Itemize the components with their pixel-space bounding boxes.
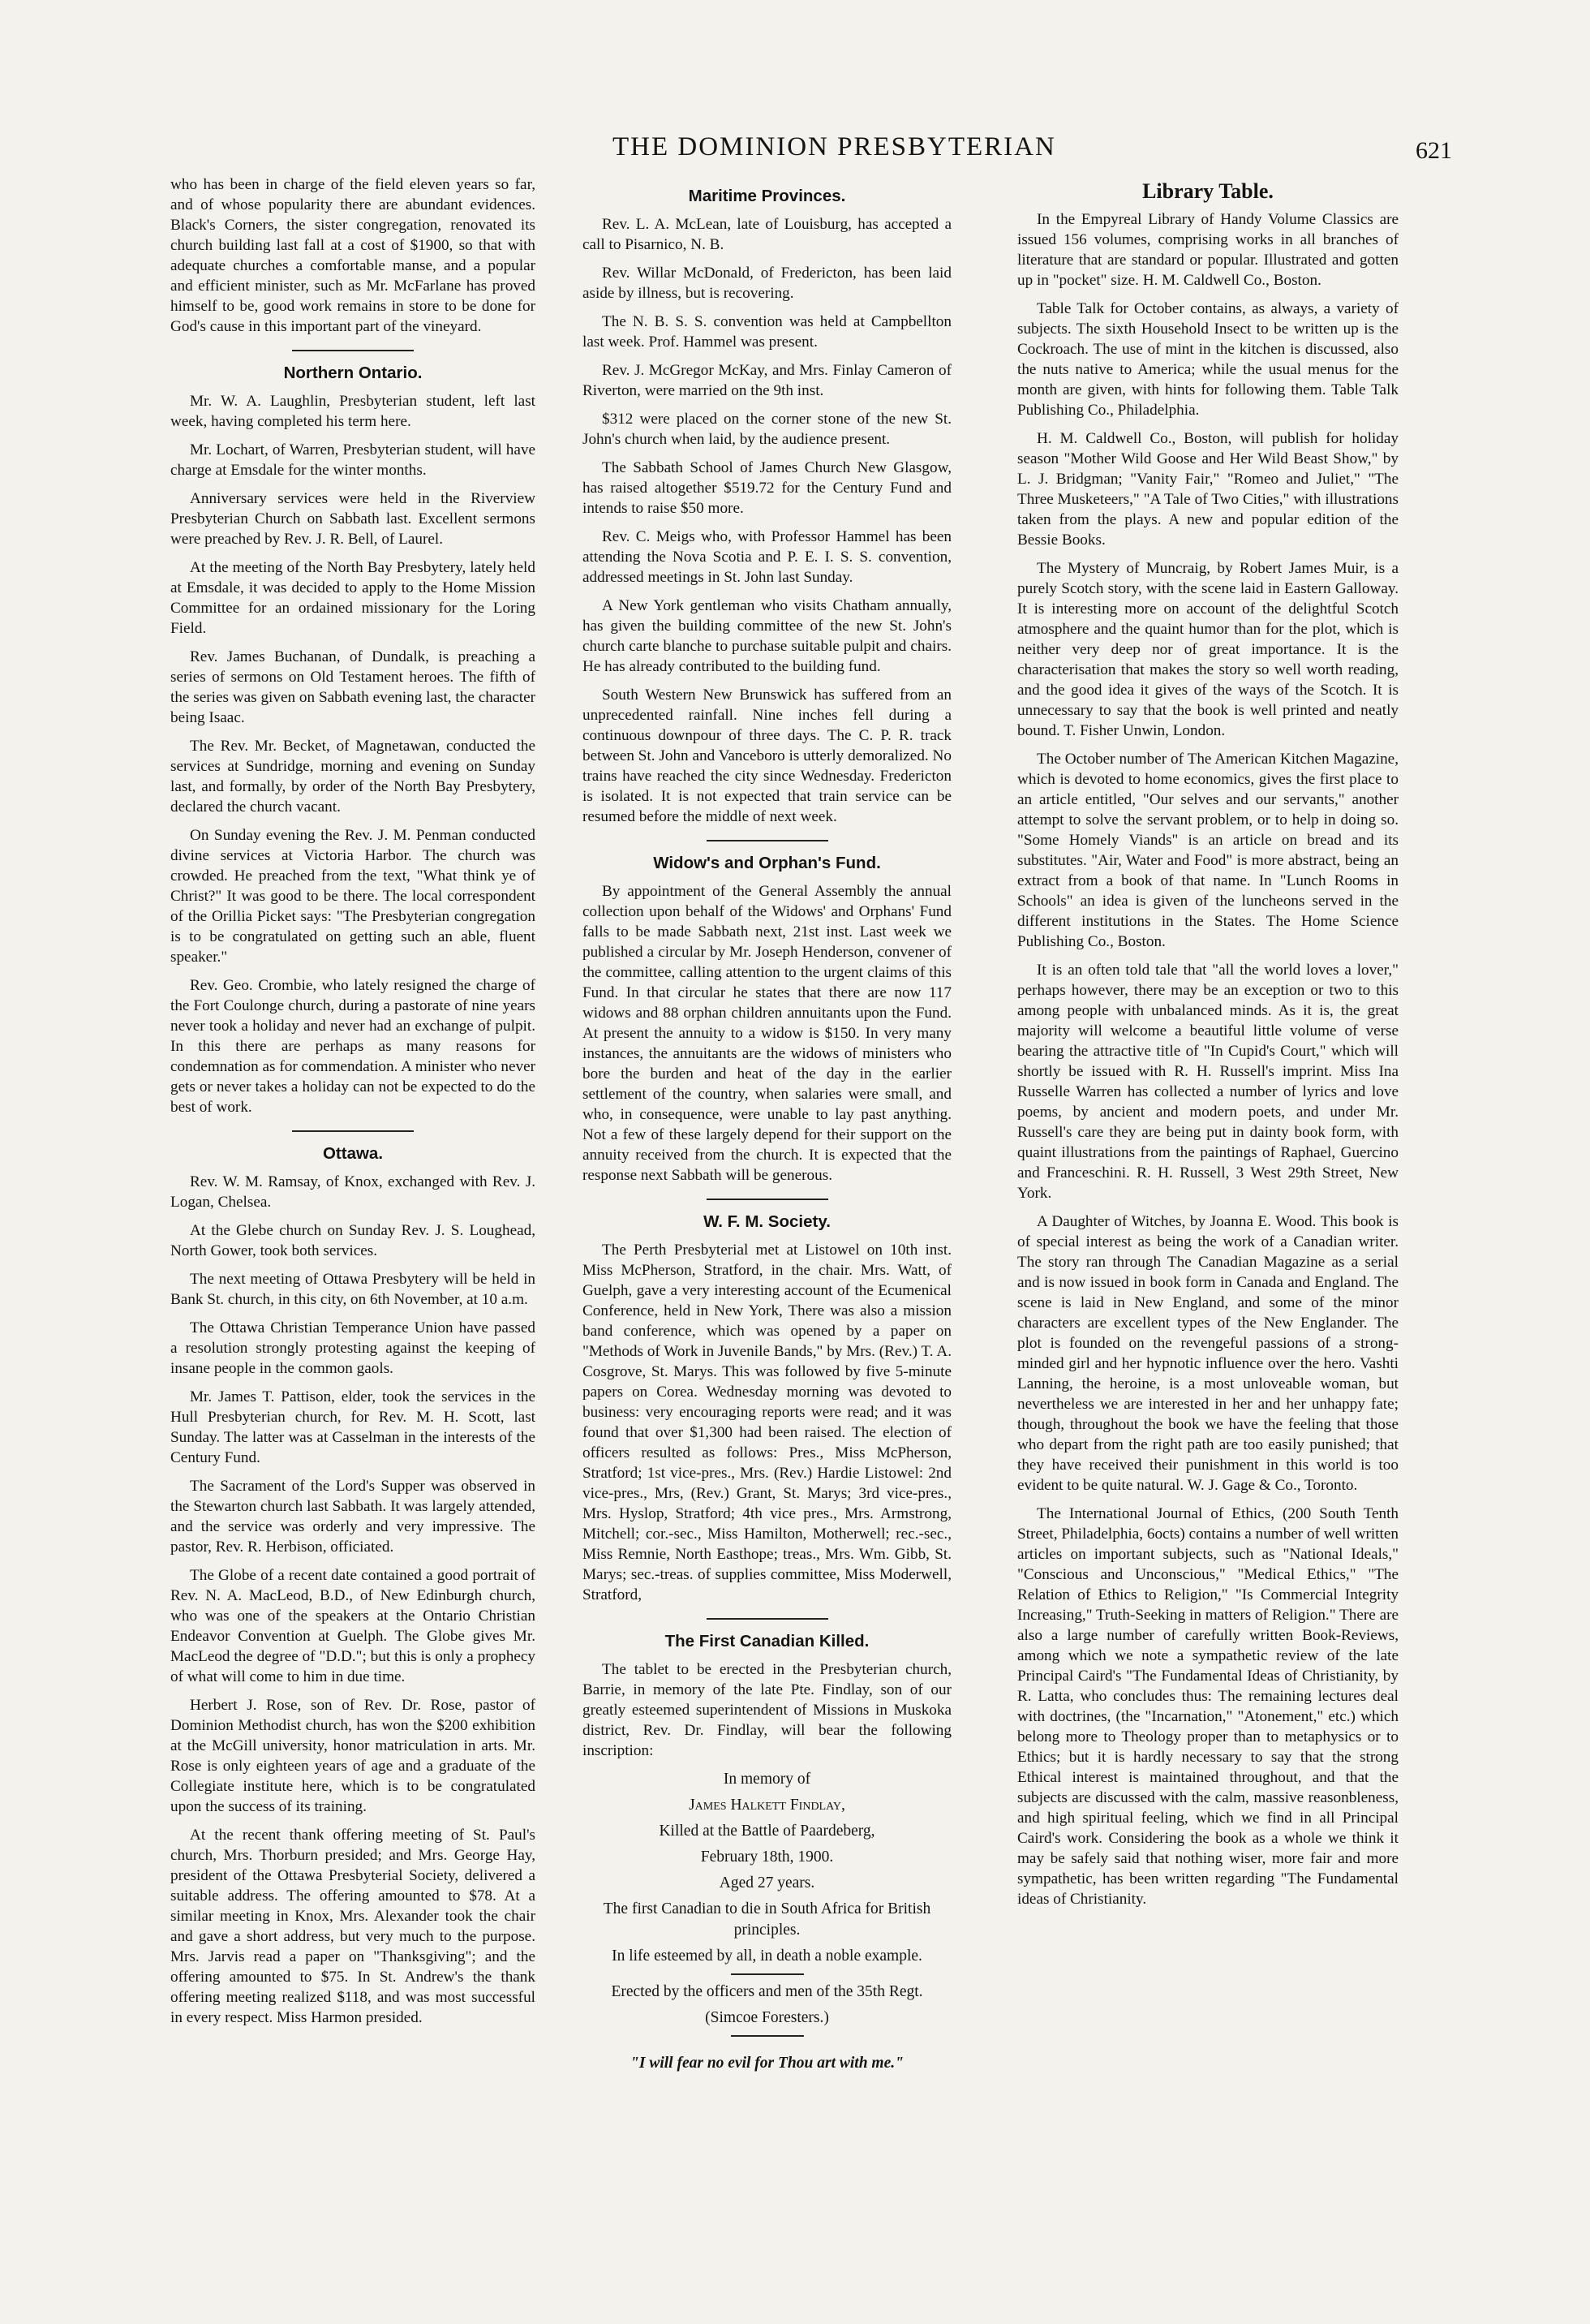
news-paragraph: The Rev. Mr. Becket, of Magnetawan, conducted the services at Sundridge, morning and evening on Sunday last, and formally, by order of the North Bay Presbytery, declared the church vacant. [170,738,535,816]
inscription-line: Erected by the officers and men of the 35th Regt. [611,1983,923,2000]
inscription-line: In memory of [723,1771,811,1788]
section-title-widows-fund: Widow's and Orphan's Fund. [653,854,881,872]
column-middle [582,174,952,2073]
review-paragraph: The International Journal of Ethics, (200 South Tenth Street, Philadelphia, 6octs) contains a number of well written articles on important subjects, such as "National Ideals," "Conscious and Unconscious," "Medical Ethics," "The Relation of Ethics to Religion," "Is Commercial Integrity Increasing," Truth-Seeking in matters of Religion." There are also a large number of carefully written Book-Reviews, among which we note a sympathetic review of the late Principal Caird's "The Fundamental Ideas of Christianity, by R. Latta, who concludes thus: The remaining lectures deal with doctrines, (the "Incarnation," "Atonement," etc.) which belong more to Theology proper than to metaphysics or to Ethics; but it is hardly necessary to say that the strong Ethical interest is maintained throughout, and that the subjects are discussed with the calm, massive reasonbleness, and high spiritual feeling, which we find in all Principal Caird's work. Considering the book as a whole we think it may be safely said that nothing wiser, more fair and more sympathetic, has been written regarding "The Fundamental ideas of Christianity. [1017,1505,1399,1908]
news-paragraph: The Globe of a recent date contained a good portrait of Rev. N. A. MacLeod, B.D., of New Edinburgh church, who was one of the speakers at the Ontario Christian Endeavor Convention at Guelph. The Globe gives Mr. MacLeod the degree of "D.D."; but this is only a prophecy of what will come to him in due time. [170,1567,535,1685]
section-title-wfm-society: W. F. M. Society. [703,1212,831,1231]
news-paragraph: At the Glebe church on Sunday Rev. J. S. Loughead, North Gower, took both services. [170,1222,535,1259]
section-title-library-table: Library Table. [1142,179,1274,203]
inscription-motto: "I will fear no evil for Thou art with me." [630,2055,904,2072]
article-continuation: who has been in charge of the field eleven years so far, and of whose popularity there are abundant evidences. Black's Corners, the sister congregation, renovated its church building last fall at a cost of $1900, so that with adequate churches a comfortable manse, and a popular and efficient minister, such as Mr. McFarlane has proved himself to be, good work remains in store to be done for God's cause in this important part of the vineyard. [170,176,535,335]
news-paragraph: $312 were placed on the corner stone of the new St. John's church when laid, by the audience present. [582,411,952,448]
section-title-first-canadian: The First Canadian Killed. [664,1632,870,1650]
news-paragraph: The Sacrament of the Lord's Supper was observed in the Stewarton church last Sabbath. It was largely attended, and the service was orderly and very impressive. The pastor, Rev. R. Herbison, officiated. [170,1478,535,1556]
section-divider [731,2035,804,2037]
column-right [1017,174,1399,1917]
news-paragraph: Anniversary services were held in the Riverview Presbyterian Church on Sabbath last. Excellent sermons were preached by Rev. J. R. Bell, of Laurel. [170,490,535,548]
inscription-line: James Halkett Findlay, [689,1797,845,1814]
news-paragraph: Rev. L. A. McLean, late of Louisburg, has accepted a call to Pisarnico, N. B. [582,216,952,253]
inscription-line: Aged 27 years. [719,1874,815,1891]
news-paragraph: The next meeting of Ottawa Presbytery will be held in Bank St. church, in this city, on 6th November, at 10 a.m. [170,1271,535,1308]
news-paragraph: On Sunday evening the Rev. J. M. Penman conducted divine services at Victoria Harbor. The church was crowded. He preached from the text, "What think ye of Christ?" It was good to be there. The local correspondent of the Orillia Picket says: "The Presbyterian congregation is to be congratulated on getting such an able, fluent speaker." [170,827,535,966]
section-divider [707,840,828,841]
inscription-line: The first Canadian to die in South Africa for British principles. [603,1900,931,1939]
news-paragraph: South Western New Brunswick has suffered from an unprecedented rainfall. Nine inches fell during a continuous downpour of three days. The C. P. R. track between St. John and Vanceboro is utterly demoralized. No trains have reached the city since Wednesday. Fredericton is isolated. It is not expected that train service can be resumed before the middle of next week. [582,686,952,825]
news-paragraph: A New York gentleman who visits Chatham annually, has given the building committee of the new St. John's church carte blanche to purchase suitable pulpit and chairs. He has already contributed to the building fund. [582,597,952,675]
section-divider [731,1973,804,1975]
news-paragraph: Rev. James Buchanan, of Dundalk, is preaching a series of sermons on Old Testament heroes. The fifth of the series was given on Sabbath evening last, the character being Isaac. [170,648,535,726]
column-left [170,174,535,2036]
inscription-line: February 18th, 1900. [700,1848,834,1866]
news-paragraph: Mr. W. A. Laughlin, Presbyterian student, left last week, having completed his term here. [170,393,535,430]
section-title-ottawa: Ottawa. [322,1144,384,1163]
page-number: 621 [1416,137,1452,164]
news-paragraph: Herbert J. Rose, son of Rev. Dr. Rose, pastor of Dominion Methodist church, has won the $200 exhibition at the McGill university, honor matriculation in arts. Mr. Rose is only eighteen years of age and a graduate of the Collegiate institute here, which is to be congratulated upon the success of its training. [170,1697,535,1815]
news-paragraph: Rev. Geo. Crombie, who lately resigned the charge of the Fort Coulonge church, during a pastorate of nine years never took a holiday and never had an exchange of pulpit. In this there are perhaps as many reasons for condemnation as for commendation. A minister who never gets or never takes a holiday can not be expected to do the best of work. [170,977,535,1116]
news-paragraph: Mr. James T. Pattison, elder, took the services in the Hull Presbyterian church, for Rev. M. H. Scott, last Sunday. The latter was at Casselman in the interests of the Century Fund. [170,1388,535,1466]
review-paragraph: Table Talk for October contains, as always, a variety of subjects. The sixth Household Insect to be written up is the Cockroach. The use of mint in the kitchen is discussed, also the nuts native to America; while the usual menus for the month are given, with hints for following them. Table Talk Publishing Co., Philadelphia. [1017,300,1399,419]
section-divider [707,1618,828,1620]
section-title-northern-ontario: Northern Ontario. [283,364,423,382]
section-divider [292,350,414,351]
news-paragraph: Rev. W. M. Ramsay, of Knox, exchanged with Rev. J. Logan, Chelsea. [170,1173,535,1211]
page-header [0,126,1590,174]
review-paragraph: H. M. Caldwell Co., Boston, will publish for holiday season "Mother Wild Goose and Her Wild Beast Show," by L. J. Bridgman; "Vanity Fair," "Romeo and Juliet," "The Three Musketeers," "A Tale of Two Cities," with illustrations taken from the plays. A new and popular edition of the Bessie Books. [1017,430,1399,549]
review-paragraph: A Daughter of Witches, by Joanna E. Wood. This book is of special interest as being the work of a Canadian writer. The story ran through The Canadian Magazine as a serial and is now issued in book form in Canada and England. The scene is laid in New England, and some of the minor characters are excellent types of the New Englander. The plot is founded on the revengeful passions of a strong-minded girl and her hypnotic influence over the hero. Vashti Lanning, the heroine, is a most unloveable woman, but nevertheless we are interested in her and her unhappy fate; though, throughout the book we have the feeling that those who depart from the right path are too easily punished; that they have received their punishment in this world is too evident to be quite natural. W. J. Gage & Co., Toronto. [1017,1213,1399,1494]
inscription-line: In life esteemed by all, in death a noble example. [612,1947,922,1965]
news-paragraph: The Ottawa Christian Temperance Union have passed a resolution strongly protesting against the keeping of insane people in the common gaols. [170,1319,535,1377]
news-paragraph: The Perth Presbyterial met at Listowel on 10th inst. Miss McPherson, Stratford, in the chair. Mrs. Watt, of Guelph, gave a very interesting account of the Ecumenical Conference, held in New York, There was also a mission band conference, which was opened by a paper on "Methods of Work in Juvenile Bands," by Mrs. (Rev.) T. A. Cosgrove, St. Marys. This was followed by five 5-minute papers on Corea. Wednesday morning was devoted to business: very encouraging reports were read; and it was found that over $1,300 had been raised. The election of officers resulted as follows: Pres., Miss McPherson, Stratford; 1st vice-pres., Mrs. (Rev.) Hardie Listowel: 2nd vice-pres., Mrs, (Rev.) Grant, St. Marys; 3rd vice-pres., Mrs. Hyslop, Stratford; 4th vice pres., Mrs. Armstrong, Mitchell; cor.-sec., Miss Hamilton, Motherwell; rec.-sec., Miss Remnie, North Easthope; treas., Mrs. Wm. Gibb, St. Marys; sec.-treas. of supplies committee, Miss Moderwell, Stratford, [582,1242,952,1603]
news-paragraph: Rev. Willar McDonald, of Fredericton, has been laid aside by illness, but is recovering. [582,265,952,302]
news-paragraph: The Sabbath School of James Church New Glasgow, has raised altogether $519.72 for the Century Fund and intends to raise $50 more. [582,459,952,517]
inscription-line: (Simcoe Foresters.) [705,2009,829,2026]
news-paragraph: The tablet to be erected in the Presbyterian church, Barrie, in memory of the late Pte. Findlay, son of our greatly esteemed superintendent of Missions in Muskoka district, Rev. Dr. Findlay, will bear the following inscription: [582,1661,952,1759]
news-paragraph: Rev. J. McGregor McKay, and Mrs. Finlay Cameron of Riverton, were married on the 9th inst. [582,362,952,399]
news-paragraph: Mr. Lochart, of Warren, Presbyterian student, will have charge at Emsdale for the winter months. [170,441,535,479]
section-title-maritime-provinces: Maritime Provinces. [688,187,846,205]
news-paragraph: At the recent thank offering meeting of St. Paul's church, Mrs. Thorburn presided; and Mrs. George Hay, president of the Ottawa Presbyterial Society, delivered a suitable address. The offering amounted to $78. At a similar meeting in Knox, Mrs. Alexander took the chair and gave a short address, but very much to the purpose. Mrs. Jarvis read a paper on "Thanksgiving"; and the offering amounted to $75. In St. Andrew's the thank offering meeting realized $118, and was most successful in every respect. Miss Harmon presided. [170,1827,535,2026]
review-paragraph: The Mystery of Muncraig, by Robert James Muir, is a purely Scotch story, with the scene laid in Eastern Galloway. It is interesting more on account of the delightful Scotch atmosphere and the quaint humor than for the plot, which is neither very deep nor of great importance. It is the characterisation that makes the story so well worth reading, and the good idea it gives of the ways of the Scotch. It is unnecessary to say that the book is well printed and neatly bound. T. Fisher Unwin, London. [1017,560,1399,739]
review-paragraph: In the Empyreal Library of Handy Volume Classics are issued 156 volumes, comprising works in all branches of literature that are standard or popular. Illustrated and gotten up in "pocket" size. H. M. Caldwell Co., Boston. [1017,211,1399,289]
section-divider [707,1199,828,1200]
news-paragraph: By appointment of the General Assembly the annual collection upon behalf of the Widows' and Orphans' Fund falls to be made Sabbath next, 21st inst. Last week we published a circular by Mr. Joseph Henderson, convener of the committee, calling attention to the urgent claims of this Fund. In that circular he states that there are now 117 widows and 88 orphan children annuitants upon the Fund. At present the annuity to a widow is $150. In very many instances, the annuitants are the widows of ministers who bore the burden and heat of the day in the earlier settlement of the country, when salaries were small, and who, in consequence, were unable to lay past anything. Not a few of these largely depend for their support on the annuity received from the church. It is expected that the response next Sabbath will be generous. [582,883,952,1184]
inscription-line: Killed at the Battle of Paardeberg, [659,1823,875,1840]
review-paragraph: The October number of The American Kitchen Magazine, which is devoted to home economics, gives the first place to an article entitled, "Our selves and our servants," another attempt to solve the servant problem, or to help in doing so. "Some Homely Viands" is an article on bread and its substitutes. "Air, Water and Food" is more abstract, being an extract from a book of that name. In "Lunch Rooms in Schools" an idea is given of the luncheons served in the different institutions in the States. The Home Science Publishing Co., Boston. [1017,751,1399,950]
running-title: THE DOMINION PRESBYTERIAN [612,132,1056,161]
news-paragraph: Rev. C. Meigs who, with Professor Hammel has been attending the Nova Scotia and P. E. I. S. S. convention, addressed meetings in St. John last Sunday. [582,528,952,586]
news-paragraph: At the meeting of the North Bay Presbytery, lately held at Emsdale, it was decided to apply to the Home Mission Committee for an ordained missionary for the Loring Field. [170,559,535,637]
news-paragraph: The N. B. S. S. convention was held at Campbellton last week. Prof. Hammel was present. [582,313,952,351]
review-paragraph: It is an often told tale that "all the world loves a lover," perhaps however, there may be an exception or two to this among people with unbalanced minds. As it is, the great majority will welcome a beautiful little volume of verse bearing the attractive title of "In Cupid's Court," which will shortly be issued with R. H. Russell's imprint. Miss Ina Russelle Warren has collected a number of lyrics and love poems, by ancient and modern poets, and under Mr. Russell's care they are being put in dainty book form, with quaint illustrations from the paintings of Raphael, Guercino and Franceschini. R. H. Russell, 3 West 29th Street, New York. [1017,962,1399,1202]
section-divider [292,1130,414,1132]
